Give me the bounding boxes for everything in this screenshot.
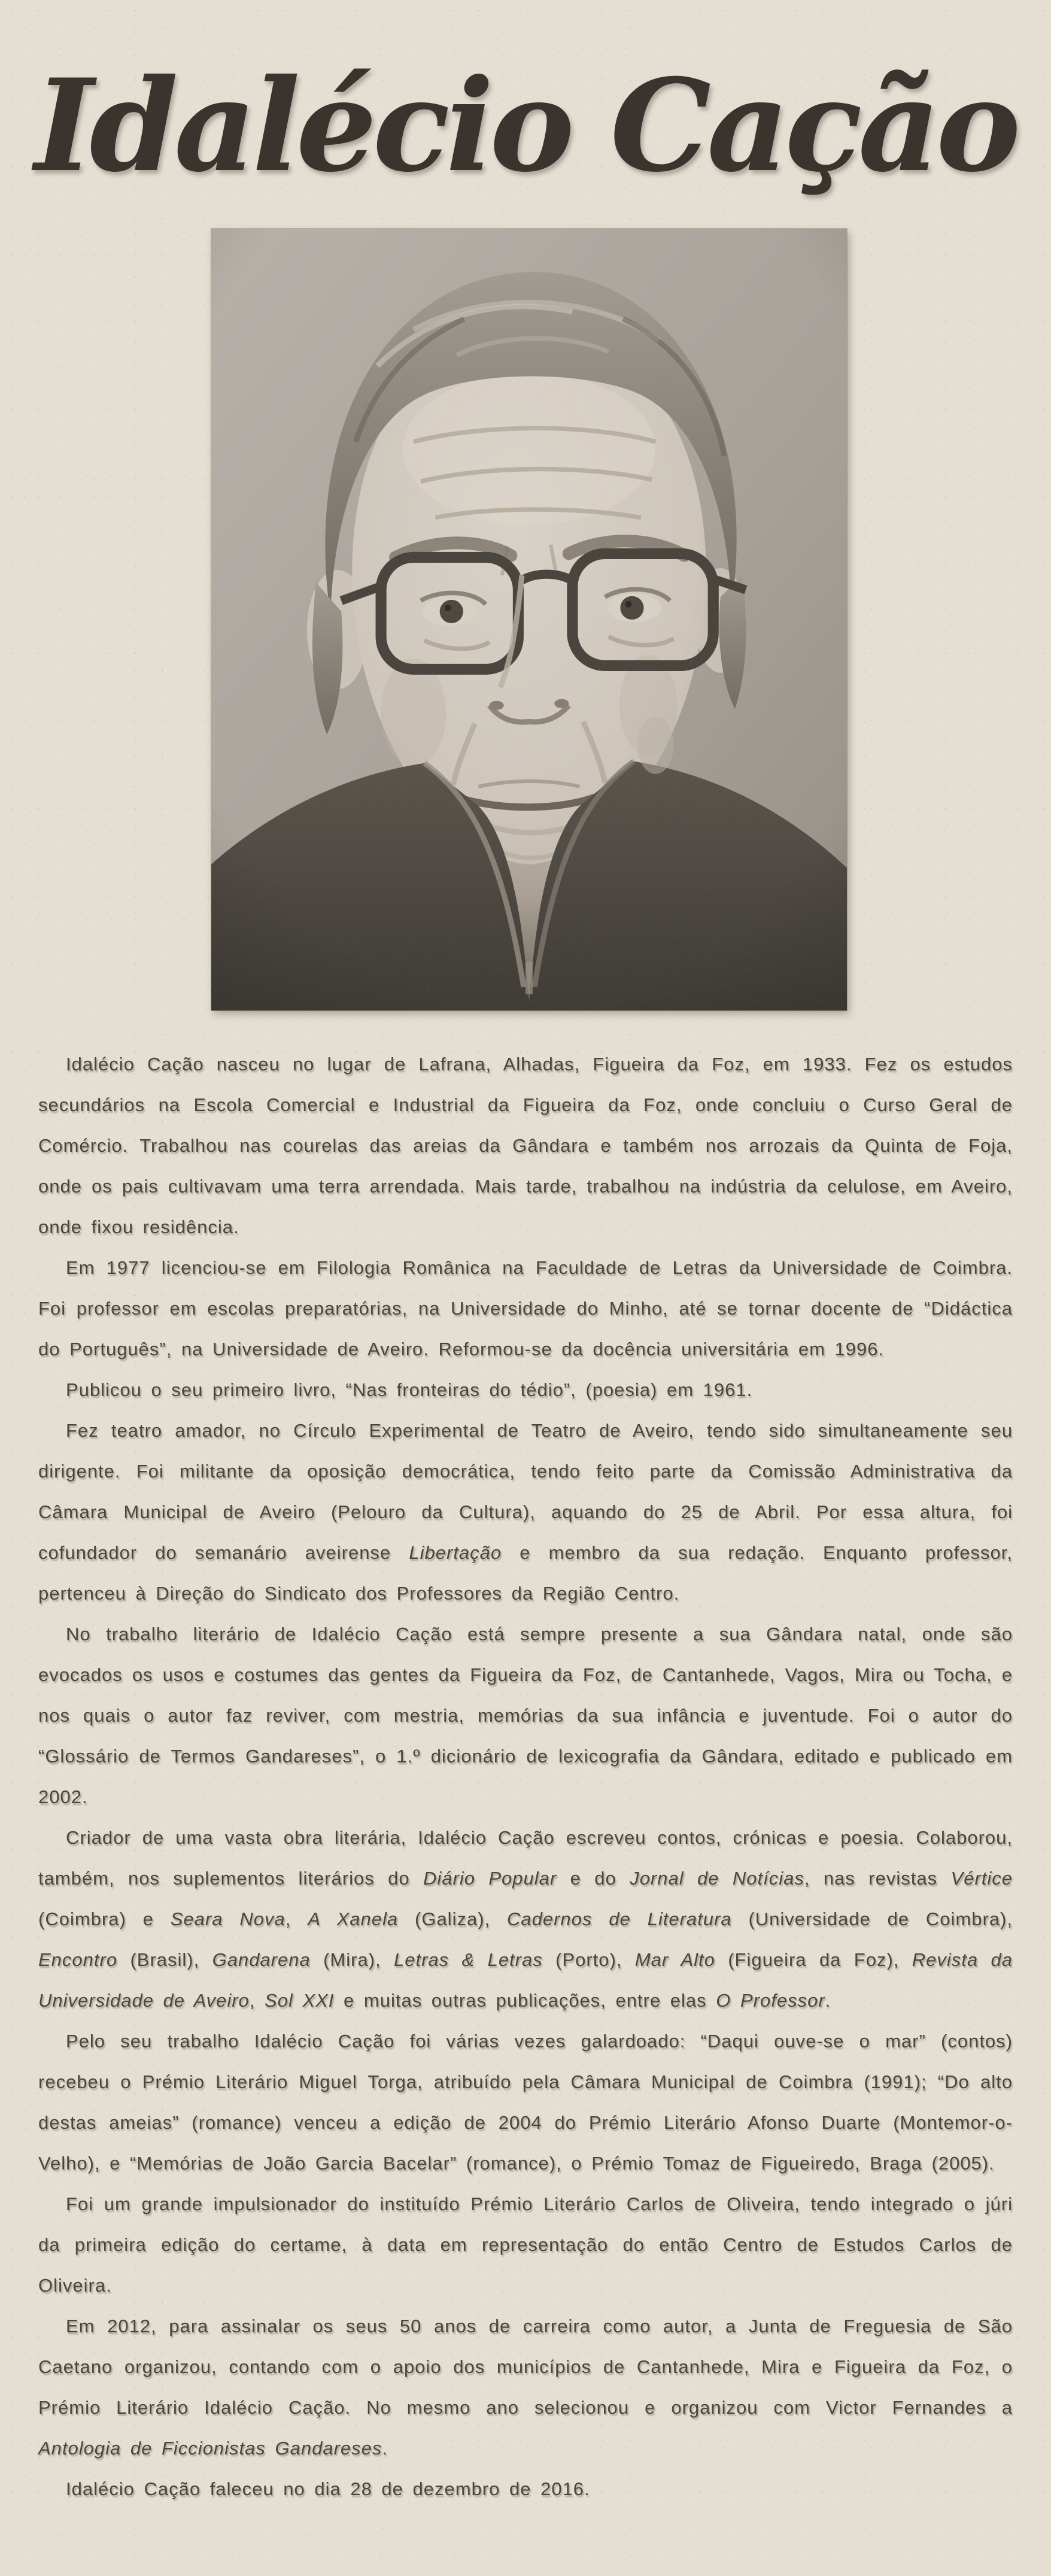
bio-paragraph-1	[38, 1044, 1013, 1248]
bio-paragraph-7	[38, 2021, 1013, 2184]
text-segment: ,	[285, 1909, 308, 1929]
publication-title: Vértice	[950, 1868, 1013, 1889]
text-segment: , nas revistas	[804, 1868, 951, 1889]
bio-paragraph-9	[38, 2306, 1013, 2469]
publication-title: Diário Popular	[423, 1868, 557, 1889]
publication-title: Sol XXI	[265, 1990, 335, 2011]
text-segment: e muitas outras publicações, entre elas	[334, 1990, 716, 2011]
text-segment: Em 2012, para assinalar os seus 50 anos de carreira como autor, a Junta de Freguesia de São Caetano organizou, contando com o apoio dos municípios de Cantanhede, Mira e Figueira da Foz, o Prémio Literário Idalécio Cação. No mesmo ano selecionou e organizou com Victor Fernandes a	[38, 2316, 1013, 2418]
text-segment: (Galiza),	[398, 1909, 507, 1929]
publication-title: Mar Alto	[634, 1949, 715, 1970]
text-segment: Pelo seu trabalho Idalécio Cação foi várias vezes galardoado: “Daqui ouve-se o mar” (contos) recebeu o Prémio Literário Miguel Torga, atribuído pela Câmara Municipal de Coimbra (1991); “Do alto destas ameias” (romance) venceu a edição de 2004 do Prémio Literário Afonso Duarte (Montemor-o-Velho), e “Memórias de João Garcia Bacelar” (romance), o Prémio Tomaz de Figueiredo, Braga (2005).	[38, 2031, 1013, 2174]
text-segment: Fez teatro amador, no Círculo Experimental de Teatro de Aveiro, tendo sido simultaneamente seu dirigente. Foi militante da oposição democrática, tendo feito parte da Comissão Administrativa da Câmara Municipal de Aveiro (Pelouro da Cultura), aquando do 25 de Abril. Por essa altura, foi cofundador do semanário aveirense	[38, 1420, 1013, 1563]
publication-title: Revista da Universidade de Aveiro	[38, 1949, 1013, 2011]
bio-paragraph-10	[38, 2469, 1013, 2510]
photo-vignette	[211, 229, 847, 1011]
biography-text	[38, 1044, 1013, 2510]
text-segment: Idalécio Cação faleceu no dia 28 de dezembro de 2016.	[66, 2478, 590, 2499]
bio-paragraph-5	[38, 1614, 1013, 1818]
bio-paragraph-8	[38, 2184, 1013, 2306]
publication-title: Gandarena	[212, 1949, 311, 1970]
text-segment: (Mira),	[310, 1949, 394, 1970]
text-segment: (Coimbra) e	[38, 1909, 171, 1929]
text-segment: .	[825, 1990, 831, 2011]
portrait-photo	[211, 229, 847, 1011]
text-segment: Em 1977 licenciou-se em Filologia Românica na Faculdade de Letras da Universidade de Coimbra. Foi professor em escolas preparatórias, na Universidade do Minho, até se tornar docente de “Didáctica do Português”, na Universidade de Aveiro. Reformou-se da docência universitária em 1996.	[38, 1257, 1013, 1360]
bio-paragraph-4	[38, 1410, 1013, 1614]
publication-title: A Xanela	[308, 1909, 399, 1929]
text-segment: Publicou o seu primeiro livro, “Nas fronteiras do tédio”, (poesia) em 1961.	[66, 1379, 753, 1400]
text-segment: e do	[557, 1868, 630, 1889]
portrait-photo-illustration	[211, 229, 847, 1011]
text-segment: (Figueira da Foz),	[715, 1949, 912, 1970]
text-segment: (Universidade de Coimbra),	[731, 1909, 1013, 1929]
publication-title: Jornal de Notícias	[630, 1868, 804, 1889]
bio-paragraph-6	[38, 1818, 1013, 2021]
text-segment: (Porto),	[542, 1949, 635, 1970]
text-segment: .	[382, 2438, 388, 2459]
publication-title: Encontro	[38, 1949, 118, 1970]
bio-paragraph-2	[38, 1248, 1013, 1370]
bio-paragraph-3	[38, 1370, 1013, 1410]
publication-title: Libertação	[409, 1542, 502, 1563]
text-segment: Criador de uma vasta obra literária, Idalécio Cação escreveu contos, crónicas e poesia. Colaborou, também, nos suplementos literários do	[38, 1827, 1013, 1889]
text-segment: e membro da sua redação. Enquanto professor, pertenceu à Direção do Sindicato dos Professores da Região Centro.	[38, 1542, 1013, 1604]
publication-title: Seara Nova	[170, 1909, 285, 1929]
publication-title: Cadernos de Literatura	[507, 1909, 732, 1929]
page-title: Idalécio Cação	[34, 51, 1017, 200]
text-segment: No trabalho literário de Idalécio Cação está sempre presente a sua Gândara natal, onde são evocados os usos e costumes das gentes da Figueira da Foz, de Cantanhede, Vagos, Mira ou Tocha, e nos quais o autor faz reviver, com mestria, memórias da sua infância e juventude. Foi o autor do “Glossário de Termos Gandareses”, o 1.º dicionário de lexicografia da Gândara, editado e publicado em 2002.	[38, 1624, 1013, 1807]
publication-title: O Professor	[716, 1990, 825, 2011]
text-segment: Foi um grande impulsionador do instituído Prémio Literário Carlos de Oliveira, tendo integrado o júri da primeira edição do certame, à data em representação do então Centro de Estudos Carlos de Oliveira.	[38, 2193, 1013, 2296]
publication-title: Antologia de Ficcionistas Gandareses	[38, 2438, 382, 2459]
text-segment: Idalécio Cação nasceu no lugar de Lafrana, Alhadas, Figueira da Foz, em 1933. Fez os estudos secundários na Escola Comercial e Industrial da Figueira da Foz, onde concluiu o Curso Geral de Comércio. Trabalhou nas courelas das areias da Gândara e também nos arrozais da Quinta de Foja, onde os pais cultivavam uma terra arrendada. Mais tarde, trabalhou na indústria da celulose, em Aveiro, onde fixou residência.	[38, 1054, 1013, 1237]
text-segment: (Brasil),	[117, 1949, 212, 1970]
publication-title: Letras & Letras	[394, 1949, 543, 1970]
text-segment: ,	[249, 1990, 265, 2011]
